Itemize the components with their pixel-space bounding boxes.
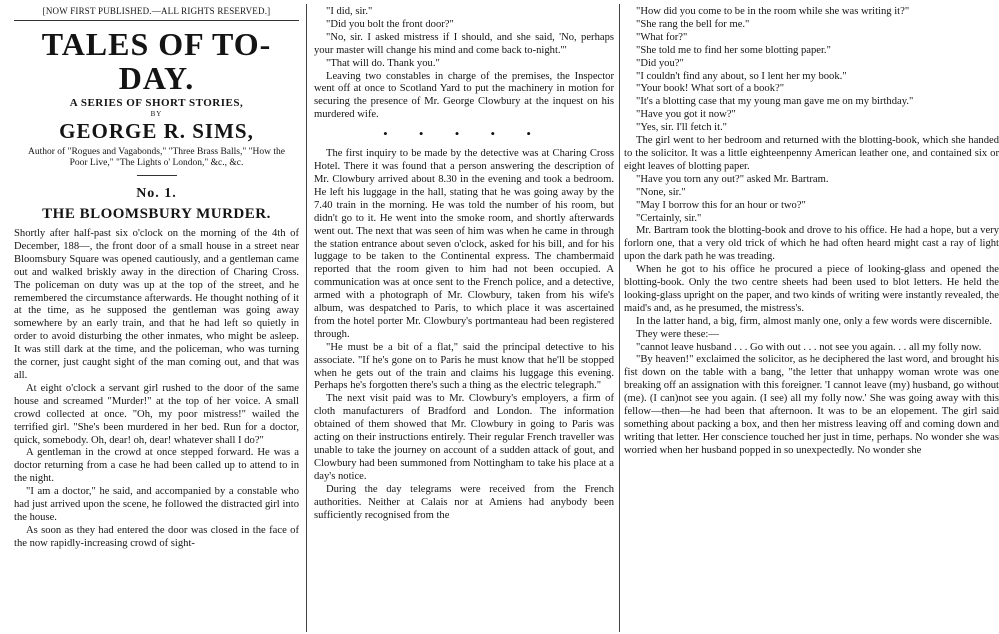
series-title: TALES OF TO-DAY.: [41, 26, 272, 96]
paragraph: "I am a doctor," he said, and accompanied by a constable who had just arrived upon the scene, he followed the distracted girl into the house.: [14, 486, 299, 523]
paragraph: Leaving two constables in charge of the premises, the Inspector went off at once to Scotland Yard to put the machinery in motion for securing the presence of Mr. George Clowbury at the inquest on his murdered wife.: [314, 70, 614, 121]
paragraph: "She rang the bell for me.": [636, 18, 750, 30]
paragraph: "None, sir.": [636, 186, 686, 198]
paragraph: At eight o'clock a servant girl rushed to the door of the same house and screamed "Murder!" at the top of her voice. A small crowd collected at once. "Oh, my poor mistress!" wailed the terrified girl. "She's been murdered in her bed. Run for a doctor, quick, somebody. Oh, dear! oh, dear! whatever shall I do?": [14, 382, 299, 446]
paragraph: The first inquiry to be made by the detective was at Charing Cross Hotel. There it was found that a person answering the description of Mr. Clowbury arrived about 8.30 in the evening and took a bedroom. He left his luggage in the hall, stating that he was going away by the 7.40 train in the morning. He was told the number of his room, but didn't go to it. He went into the smoke room, and shortly afterwards went out. The next that was seen of him was when he came in through the station entrance about seven o'clock, asked for his bill, and for his luggage to be taken to the Continental express. The chambermaid reported that the room given to him had not been occupied. A communication was at once sent to the French police, and a detective, armed with a photograph of Mr. Clowbury, taken from his wife's album, was despatched to Paris, to which place it was ascertained from the hotel porter Mr. Clowbury's portmanteau had been registered through.: [314, 148, 614, 340]
paragraph: "I couldn't find any about, so I lent her my book.": [636, 70, 847, 82]
divider: [14, 20, 299, 21]
column-1: [14, 6, 299, 630]
author-name: GEORGE R. SIMS,: [59, 119, 254, 143]
paragraph: The next visit paid was to Mr. Clowbury's employers, a firm of cloth manufacturers of Bradford and London. The information obtained of them showed that Mr. Clowbury in going to Paris was acting on their instructions entirely. Their regular French traveller was unable to take the journey on account of a sudden attack of gout, and Clowbury had been summoned from Nottingham to take his place at a day's notice.: [314, 393, 614, 482]
paragraph: "He must be a bit of a flat," said the principal detective to his associate. "If he's gone on to Paris he must know that he'll be stopped when he gets out of the train and claims his luggage this evening. Perhaps he's forgotten there's such a thing as the electric telegraph.": [314, 341, 614, 392]
paragraph: When he got to his office he procured a piece of looking-glass and opened the blotting-book. Only the two centre sheets had been used to blot letters. He held the looking-glass upright on the paper, and two kinds of writing were instantly revealed, the maid's and, as he presumed, the mistress's.: [624, 264, 999, 314]
column-1-body: [14, 228, 299, 551]
paragraph: "cannot leave husband . . . Go with out . . . not see you again. . . all my folly now.: [636, 341, 982, 353]
paragraph: "No, sir. I asked mistress if I should, and she said, 'No, perhaps your master will change his mind and come back to-night.'": [314, 31, 614, 56]
paragraph: Shortly after half-past six o'clock on the morning of the 4th of December, 188—, the front door of a small house in a street near Bloomsbury Square was opened cautiously, and a gentleman came out and walked briskly away in the direction of Charing Cross. The policeman on duty was up at the top of the street, and he remembered the circumstance afterwards. He thought nothing of it at the time, as he supposed the gentleman was going away somewhere by an early train, and that he had left so quietly in order to avoid disturbing the other inmates, who might be asleep. It was still dark at the time, and the policeman, who was turning the corner, just caught sight of the man coming out, and that was all.: [14, 228, 299, 381]
paragraph: "That will do. Thank you.": [326, 57, 440, 69]
paragraph: They were these:—: [636, 328, 719, 340]
paragraph: In the latter hand, a big, firm, almost manly one, only a few words were discernible.: [636, 315, 992, 327]
byline-by: BY: [150, 110, 163, 118]
paragraph: "Did you bolt the front door?": [326, 18, 454, 30]
section-separator: • • • • •: [383, 126, 545, 142]
paragraph: "By heaven!" exclaimed the solicitor, as he deciphered the last word, and brought his fist down on the table with a bang, "the letter that unhappy woman wrote was one breaking off an assignation with this foreigner. 'I cannot leave (my) husband, go without (me). (I can)not see you again. (I see) all my folly now.' She was going away with this fellow—then—he had been that afternoon. It was to be an elopement. The girl said something about packing a box, and then her mistress leaving off and coming down and writing that letter. Her conscience touched her just in time, perhaps. No wonder she was worried when her husband popped in so unexpectedly. No wonder she: [624, 354, 999, 456]
author-works: Author of "Rogues and Vagabonds," "Three Brass Balls," "How the Poor Live," "The Lights o' London," &c., &c.: [28, 147, 285, 168]
paragraph: "How did you come to be in the room while she was writing it?": [636, 6, 910, 17]
paragraph: The girl went to her bedroom and returned with the blotting-book, which she handed to the solicitor. It was a little eighteenpenny American leather one, and contained six or eight leaves of blotting paper.: [624, 135, 999, 172]
short-rule: [137, 175, 177, 176]
paragraph: "Yes, sir. I'll fetch it.": [636, 122, 727, 134]
paragraph: "Did you?": [636, 57, 684, 69]
paragraph: "Have you torn any out?" asked Mr. Bartram.: [636, 173, 829, 185]
column-3: [624, 6, 999, 630]
paragraph: "May I borrow this for an hour or two?": [636, 199, 806, 211]
paragraph: During the day telegrams were received from the French authorities. Neither at Calais nor at Amiens had anybody been sufficiently recognised from the: [314, 483, 614, 521]
paragraph: "Have you got it now?": [636, 109, 736, 121]
story-title: THE BLOOMSBURY MURDER.: [42, 206, 271, 222]
paragraph: A gentleman in the crowd at once stepped forward. He was a doctor returning from a case he had been called up to attend to in the night.: [14, 447, 299, 485]
paragraph: "What for?": [636, 31, 688, 43]
paragraph: As soon as they had entered the door was closed in the face of the now rapidly-increasing crowd of sight-: [14, 524, 299, 549]
column-2: [314, 6, 614, 630]
column-rule: [619, 4, 620, 632]
series-subtitle: A SERIES OF SHORT STORIES,: [69, 97, 244, 109]
copyright-notice: [NOW FIRST PUBLISHED.—ALL RIGHTS RESERVED.]: [42, 6, 271, 16]
story-number: No. 1.: [136, 186, 177, 201]
paragraph: "I did, sir.": [326, 6, 373, 17]
column-rule: [306, 4, 307, 632]
paragraph: "Certainly, sir.": [636, 212, 702, 224]
paragraph: "It's a blotting case that my young man gave me on my birthday.": [636, 96, 914, 108]
paragraph: "Your book! What sort of a book?": [636, 83, 785, 95]
paragraph: "She told me to find her some blotting paper.": [636, 44, 831, 56]
paragraph: Mr. Bartram took the blotting-book and drove to his office. He had a hope, but a very forlorn one, that a very old trick of which he had often heard might cast a ray of light upon the dark path he was treading.: [624, 225, 999, 263]
